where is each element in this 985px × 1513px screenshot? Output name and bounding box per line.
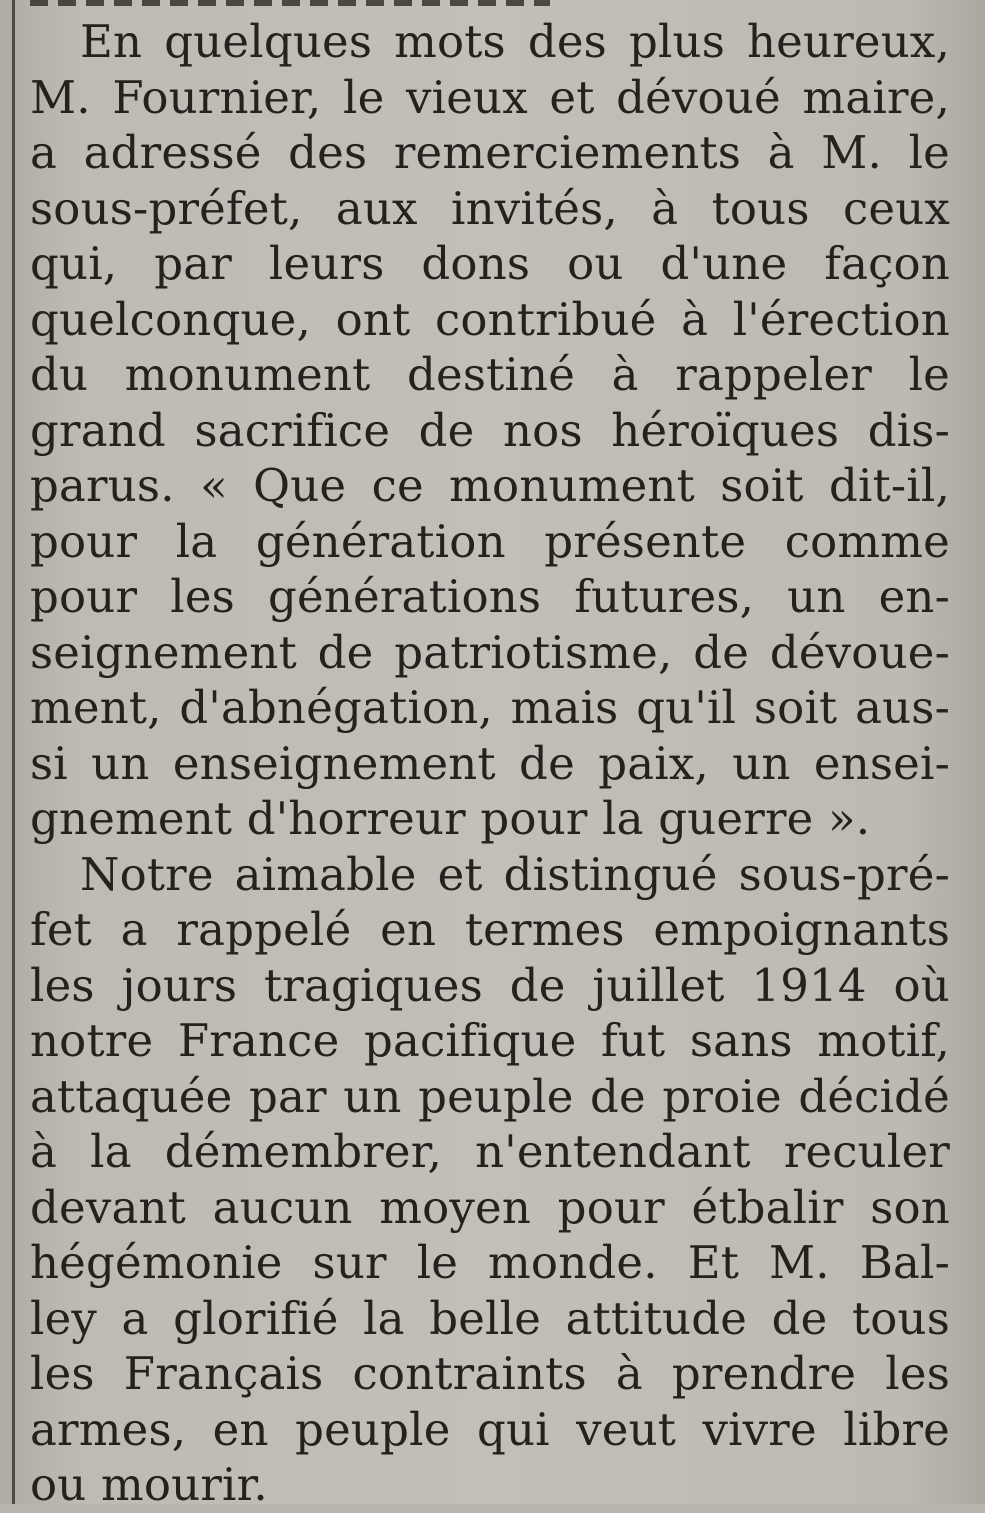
text-line: les jours tragiques de juillet 1914 où [30,958,950,1012]
article-body [30,14,950,1513]
text-line: grand sacrifice de nos héroïques dis- [30,403,950,457]
text-line: à la démembrer, n'entendant reculer [30,1125,950,1178]
text-line: sous-préfet, aux invités, à tous ceux [30,181,950,235]
text-line: Notre aimable et distingué sous-pré- [80,847,950,901]
text-line: pour les générations futures, un en- [30,570,950,623]
text-line: qui, par leurs dons ou d'une façon [30,237,950,290]
text-line: attaquée par un peuple de proie décidé [30,1069,950,1123]
text-line: quelconque, ont contribué à l'érection [30,292,950,346]
text-line: devant aucun moyen pour étbalir son [30,1180,950,1234]
text-line: fet a rappelé en termes empoignants [30,903,950,956]
cropped-top-line [30,0,550,6]
column-rule [12,0,15,1504]
text-line: pour la génération présente comme [30,514,950,568]
text-line: notre France pacifique fut sans motif, [30,1014,950,1067]
text-line: seignement de patriotisme, de dévoue- [30,625,950,679]
text-line: En quelques mots des plus heureux, [80,15,950,68]
text-line: armes, en peuple qui veut vivre libre [30,1402,950,1456]
text-line: ley a glorifié la belle attitude de tous [30,1291,950,1345]
paragraph-1 [30,14,950,847]
paragraph-2 [30,847,950,1513]
text-line: gnement d'horreur pour la guerre ». [30,792,871,845]
text-line: les Français contraints à prendre les [30,1347,950,1400]
text-line: a adressé des remerciements à M. le [30,126,950,179]
text-line: parus. « Que ce monument soit dit-il, [30,459,950,512]
text-line: hégémonie sur le monde. Et M. Bal- [30,1236,950,1289]
text-line: ou mourir. [30,1458,268,1511]
text-line: si un enseignement de paix, un ensei- [30,736,950,790]
text-line: M. Fournier, le vieux et dévoué maire, [30,70,950,124]
text-line: ment, d'abnégation, mais qu'il soit aus- [30,681,950,734]
text-line: du monument destiné à rappeler le [30,348,950,401]
